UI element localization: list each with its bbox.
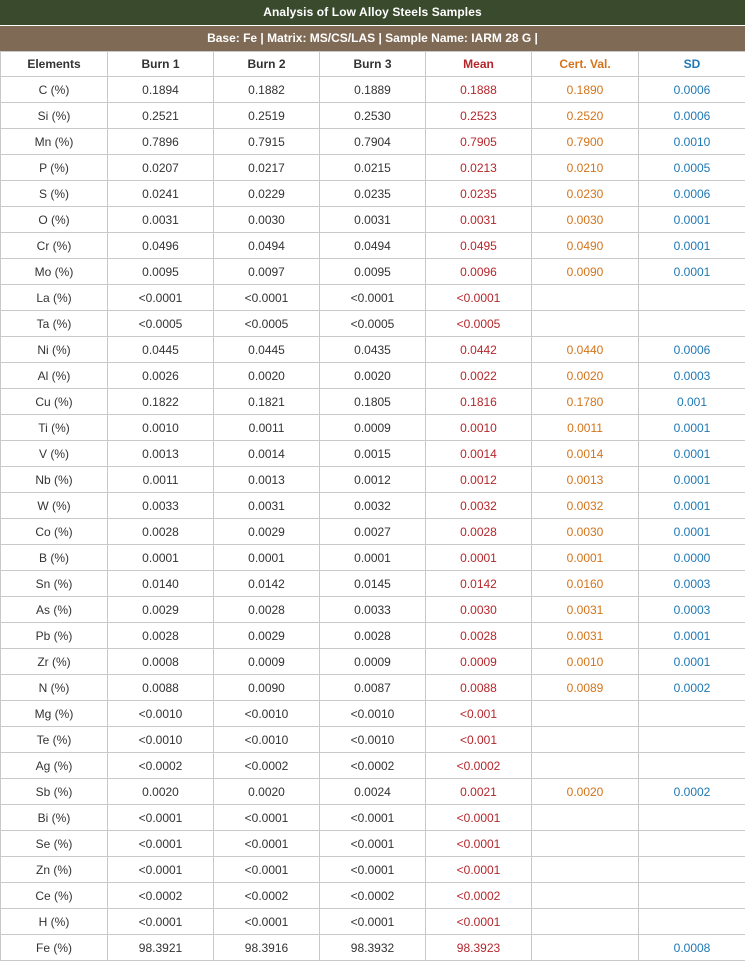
cell-sd (639, 727, 745, 753)
cell-burn-3: 0.0095 (320, 259, 426, 285)
cell-burn-3: 0.0009 (320, 649, 426, 675)
cell-cert-val: 0.0020 (532, 363, 639, 389)
table-row (1, 129, 745, 155)
cell-cert-val: 0.0440 (532, 337, 639, 363)
cell-cert-val: 0.0030 (532, 519, 639, 545)
cell-burn-1: <0.0005 (108, 311, 214, 337)
table-row (1, 571, 745, 597)
cell-burn-3: <0.0001 (320, 857, 426, 883)
cell-mean: 0.0022 (426, 363, 532, 389)
cell-sd (639, 857, 745, 883)
cell-mean: 0.0031 (426, 207, 532, 233)
cell-sd (639, 701, 745, 727)
cell-sd: 0.0001 (639, 233, 745, 259)
cell-burn-1: <0.0001 (108, 285, 214, 311)
cell-element: Si (%) (1, 103, 108, 129)
cell-burn-1: <0.0001 (108, 909, 214, 935)
cell-sd: 0.001 (639, 389, 745, 415)
cell-sd: 0.0001 (639, 623, 745, 649)
table-header (1, 52, 745, 77)
cell-cert-val: 0.0010 (532, 649, 639, 675)
cell-burn-1: 0.0031 (108, 207, 214, 233)
cell-element: Ni (%) (1, 337, 108, 363)
cell-burn-2: 0.0090 (214, 675, 320, 701)
cell-mean: 0.0495 (426, 233, 532, 259)
cell-burn-3: <0.0001 (320, 831, 426, 857)
cell-sd (639, 285, 745, 311)
cell-element: Al (%) (1, 363, 108, 389)
cell-cert-val: 0.0001 (532, 545, 639, 571)
cell-cert-val: 0.1890 (532, 77, 639, 103)
cell-burn-1: <0.0001 (108, 805, 214, 831)
cell-burn-1: 0.7896 (108, 129, 214, 155)
cell-burn-2: <0.0010 (214, 727, 320, 753)
cell-burn-1: <0.0001 (108, 831, 214, 857)
cell-burn-2: <0.0001 (214, 831, 320, 857)
cell-sd: 0.0001 (639, 415, 745, 441)
cell-burn-2: 0.0142 (214, 571, 320, 597)
cell-cert-val: 0.0031 (532, 623, 639, 649)
cell-cert-val: 0.2520 (532, 103, 639, 129)
cell-mean: 0.0009 (426, 649, 532, 675)
cell-burn-3: <0.0001 (320, 285, 426, 311)
cell-sd: 0.0003 (639, 597, 745, 623)
cell-element: Cr (%) (1, 233, 108, 259)
cell-mean: <0.0001 (426, 805, 532, 831)
cell-burn-1: 0.0095 (108, 259, 214, 285)
cell-mean: <0.0001 (426, 909, 532, 935)
cell-sd: 0.0001 (639, 441, 745, 467)
cell-cert-val (532, 753, 639, 779)
cell-burn-2: 0.0028 (214, 597, 320, 623)
cell-mean: 0.1816 (426, 389, 532, 415)
cell-sd: 0.0003 (639, 571, 745, 597)
cell-mean: 0.0028 (426, 519, 532, 545)
cell-sd: 0.0006 (639, 181, 745, 207)
cell-cert-val: 0.0090 (532, 259, 639, 285)
cell-element: La (%) (1, 285, 108, 311)
table-row (1, 519, 745, 545)
cell-burn-2: 0.1882 (214, 77, 320, 103)
cell-cert-val (532, 857, 639, 883)
cell-sd: 0.0001 (639, 467, 745, 493)
cell-mean: 0.0442 (426, 337, 532, 363)
cell-burn-1: 0.0020 (108, 779, 214, 805)
cell-sd: 0.0003 (639, 363, 745, 389)
cell-burn-1: 0.0207 (108, 155, 214, 181)
cell-sd (639, 831, 745, 857)
cell-mean: 0.0213 (426, 155, 532, 181)
table-row (1, 753, 745, 779)
cell-burn-2: 0.0029 (214, 519, 320, 545)
header-sd: SD (639, 52, 745, 77)
cell-burn-3: 0.0024 (320, 779, 426, 805)
cell-burn-1: <0.0010 (108, 701, 214, 727)
cell-burn-2: 0.0014 (214, 441, 320, 467)
header-cert-val: Cert. Val. (532, 52, 639, 77)
cell-burn-3: 0.0020 (320, 363, 426, 389)
cell-sd: 0.0001 (639, 649, 745, 675)
cell-burn-1: 0.0011 (108, 467, 214, 493)
cell-burn-3: 0.1889 (320, 77, 426, 103)
cell-element: W (%) (1, 493, 108, 519)
cell-burn-3: 0.0015 (320, 441, 426, 467)
cell-burn-3: 0.2530 (320, 103, 426, 129)
cell-burn-2: 98.3916 (214, 935, 320, 961)
cell-sd (639, 909, 745, 935)
table-row (1, 103, 745, 129)
cell-burn-2: 0.0001 (214, 545, 320, 571)
cell-mean: 0.0096 (426, 259, 532, 285)
cell-cert-val: 0.0089 (532, 675, 639, 701)
cell-sd: 0.0001 (639, 259, 745, 285)
cell-burn-1: 0.0008 (108, 649, 214, 675)
cell-burn-3: 0.0435 (320, 337, 426, 363)
cell-element: Ce (%) (1, 883, 108, 909)
cell-element: Fe (%) (1, 935, 108, 961)
cell-burn-3: 0.0032 (320, 493, 426, 519)
cell-element: V (%) (1, 441, 108, 467)
cell-sd: 0.0008 (639, 935, 745, 961)
table-title: Analysis of Low Alloy Steels Samples (0, 0, 745, 25)
cell-element: O (%) (1, 207, 108, 233)
cell-sd: 0.0005 (639, 155, 745, 181)
cell-cert-val (532, 285, 639, 311)
cell-sd: 0.0001 (639, 493, 745, 519)
cell-mean: 98.3923 (426, 935, 532, 961)
table-row (1, 337, 745, 363)
cell-burn-3: 0.0033 (320, 597, 426, 623)
cell-burn-3: <0.0001 (320, 805, 426, 831)
cell-mean: 0.0235 (426, 181, 532, 207)
cell-element: Zr (%) (1, 649, 108, 675)
cell-burn-1: 0.0445 (108, 337, 214, 363)
cell-mean: 0.7905 (426, 129, 532, 155)
cell-burn-3: <0.0005 (320, 311, 426, 337)
cell-mean: <0.001 (426, 727, 532, 753)
cell-burn-1: <0.0002 (108, 753, 214, 779)
cell-burn-2: 0.0031 (214, 493, 320, 519)
cell-cert-val: 0.0032 (532, 493, 639, 519)
cell-sd: 0.0002 (639, 779, 745, 805)
cell-burn-2: 0.0445 (214, 337, 320, 363)
cell-burn-1: <0.0001 (108, 857, 214, 883)
cell-mean: 0.0014 (426, 441, 532, 467)
table-row (1, 701, 745, 727)
cell-burn-2: <0.0002 (214, 753, 320, 779)
table-row (1, 727, 745, 753)
cell-burn-1: 0.1894 (108, 77, 214, 103)
cell-burn-3: 0.0494 (320, 233, 426, 259)
table-row (1, 545, 745, 571)
cell-cert-val (532, 883, 639, 909)
table-row (1, 155, 745, 181)
cell-burn-3: <0.0002 (320, 753, 426, 779)
cell-burn-1: 0.0028 (108, 519, 214, 545)
table-row (1, 805, 745, 831)
cell-sd: 0.0001 (639, 519, 745, 545)
cell-burn-2: <0.0001 (214, 285, 320, 311)
cell-burn-3: 0.1805 (320, 389, 426, 415)
header-burn-2: Burn 2 (214, 52, 320, 77)
cell-mean: <0.0002 (426, 883, 532, 909)
cell-element: Ag (%) (1, 753, 108, 779)
cell-cert-val: 0.0020 (532, 779, 639, 805)
cell-burn-1: 0.0026 (108, 363, 214, 389)
table-subtitle: Base: Fe | Matrix: MS/CS/LAS | Sample Name: IARM 28 G | (0, 25, 745, 51)
cell-burn-3: 0.7904 (320, 129, 426, 155)
cell-cert-val (532, 935, 639, 961)
header-row (1, 52, 745, 77)
cell-cert-val (532, 831, 639, 857)
cell-burn-3: 0.0031 (320, 207, 426, 233)
cell-cert-val (532, 805, 639, 831)
cell-mean: 0.0001 (426, 545, 532, 571)
table-row (1, 935, 745, 961)
cell-burn-2: 0.0030 (214, 207, 320, 233)
cell-cert-val: 0.7900 (532, 129, 639, 155)
cell-burn-1: 0.0241 (108, 181, 214, 207)
cell-element: As (%) (1, 597, 108, 623)
table-row (1, 311, 745, 337)
cell-burn-3: <0.0001 (320, 909, 426, 935)
cell-element: Se (%) (1, 831, 108, 857)
cell-burn-1: 0.0001 (108, 545, 214, 571)
cell-mean: 0.0021 (426, 779, 532, 805)
cell-mean: 0.0028 (426, 623, 532, 649)
table-row (1, 623, 745, 649)
table-row (1, 415, 745, 441)
header-mean: Mean (426, 52, 532, 77)
cell-element: Mn (%) (1, 129, 108, 155)
cell-burn-1: <0.0002 (108, 883, 214, 909)
table-row (1, 883, 745, 909)
cell-sd: 0.0006 (639, 103, 745, 129)
cell-burn-3: <0.0010 (320, 701, 426, 727)
cell-cert-val: 0.0013 (532, 467, 639, 493)
table-row (1, 389, 745, 415)
table-row (1, 285, 745, 311)
cell-burn-2: 0.0013 (214, 467, 320, 493)
cell-burn-2: 0.0494 (214, 233, 320, 259)
cell-cert-val: 0.0160 (532, 571, 639, 597)
cell-burn-1: 0.0496 (108, 233, 214, 259)
cell-burn-1: 0.2521 (108, 103, 214, 129)
table-row (1, 233, 745, 259)
cell-burn-1: <0.0010 (108, 727, 214, 753)
cell-mean: <0.001 (426, 701, 532, 727)
cell-burn-2: 0.7915 (214, 129, 320, 155)
cell-element: Sn (%) (1, 571, 108, 597)
table-row (1, 207, 745, 233)
table-row (1, 363, 745, 389)
cell-burn-1: 0.1822 (108, 389, 214, 415)
cell-burn-3: 0.0028 (320, 623, 426, 649)
table-row (1, 77, 745, 103)
cell-element: Mo (%) (1, 259, 108, 285)
cell-element: Ta (%) (1, 311, 108, 337)
cell-mean: 0.0142 (426, 571, 532, 597)
cell-mean: 0.1888 (426, 77, 532, 103)
cell-cert-val: 0.0210 (532, 155, 639, 181)
cell-cert-val: 0.0011 (532, 415, 639, 441)
cell-cert-val (532, 727, 639, 753)
cell-burn-2: 0.0229 (214, 181, 320, 207)
cell-burn-1: 0.0033 (108, 493, 214, 519)
cell-mean: 0.0010 (426, 415, 532, 441)
cell-sd: 0.0000 (639, 545, 745, 571)
cell-sd (639, 753, 745, 779)
cell-element: Ti (%) (1, 415, 108, 441)
cell-cert-val: 0.0230 (532, 181, 639, 207)
cell-burn-3: 0.0087 (320, 675, 426, 701)
cell-sd (639, 883, 745, 909)
table-row (1, 441, 745, 467)
cell-burn-3: 0.0012 (320, 467, 426, 493)
table-row (1, 467, 745, 493)
cell-burn-2: 0.0217 (214, 155, 320, 181)
cell-sd: 0.0006 (639, 337, 745, 363)
cell-burn-1: 0.0010 (108, 415, 214, 441)
cell-burn-3: 0.0027 (320, 519, 426, 545)
table-row (1, 493, 745, 519)
cell-burn-2: <0.0001 (214, 857, 320, 883)
cell-burn-2: 0.0097 (214, 259, 320, 285)
cell-element: Zn (%) (1, 857, 108, 883)
cell-element: Cu (%) (1, 389, 108, 415)
cell-burn-2: 0.0011 (214, 415, 320, 441)
cell-element: Te (%) (1, 727, 108, 753)
table-row (1, 649, 745, 675)
table-row (1, 675, 745, 701)
cell-element: Mg (%) (1, 701, 108, 727)
cell-mean: <0.0001 (426, 831, 532, 857)
cell-burn-3: 0.0235 (320, 181, 426, 207)
cell-burn-3: 98.3932 (320, 935, 426, 961)
cell-burn-1: 0.0013 (108, 441, 214, 467)
cell-burn-2: 0.1821 (214, 389, 320, 415)
header-burn-3: Burn 3 (320, 52, 426, 77)
table-body (1, 77, 745, 961)
cell-burn-1: 0.0140 (108, 571, 214, 597)
cell-element: Co (%) (1, 519, 108, 545)
cell-burn-2: <0.0005 (214, 311, 320, 337)
cell-mean: 0.0030 (426, 597, 532, 623)
cell-sd: 0.0006 (639, 77, 745, 103)
cell-cert-val: 0.0490 (532, 233, 639, 259)
table-row (1, 909, 745, 935)
cell-burn-3: 0.0009 (320, 415, 426, 441)
cell-burn-3: <0.0002 (320, 883, 426, 909)
cell-mean: 0.0088 (426, 675, 532, 701)
cell-sd (639, 311, 745, 337)
cell-burn-2: 0.0020 (214, 363, 320, 389)
cell-mean: <0.0001 (426, 285, 532, 311)
cell-element: Sb (%) (1, 779, 108, 805)
header-elements: Elements (1, 52, 108, 77)
cell-sd (639, 805, 745, 831)
cell-burn-2: <0.0010 (214, 701, 320, 727)
cell-sd: 0.0010 (639, 129, 745, 155)
cell-mean: 0.0032 (426, 493, 532, 519)
cell-burn-2: 0.0009 (214, 649, 320, 675)
cell-burn-3: 0.0145 (320, 571, 426, 597)
cell-cert-val (532, 701, 639, 727)
cell-burn-2: 0.0020 (214, 779, 320, 805)
cell-element: Nb (%) (1, 467, 108, 493)
cell-burn-3: 0.0001 (320, 545, 426, 571)
table-row (1, 779, 745, 805)
cell-cert-val (532, 311, 639, 337)
cell-element: Pb (%) (1, 623, 108, 649)
table-row (1, 259, 745, 285)
cell-burn-2: <0.0001 (214, 805, 320, 831)
cell-burn-1: 0.0088 (108, 675, 214, 701)
cell-mean: <0.0002 (426, 753, 532, 779)
cell-mean: <0.0005 (426, 311, 532, 337)
cell-element: H (%) (1, 909, 108, 935)
table-row (1, 831, 745, 857)
cell-cert-val (532, 909, 639, 935)
cell-element: B (%) (1, 545, 108, 571)
cell-cert-val: 0.0014 (532, 441, 639, 467)
cell-mean: 0.0012 (426, 467, 532, 493)
cell-element: C (%) (1, 77, 108, 103)
table-row (1, 181, 745, 207)
cell-mean: <0.0001 (426, 857, 532, 883)
cell-burn-2: 0.0029 (214, 623, 320, 649)
cell-burn-1: 0.0029 (108, 597, 214, 623)
cell-burn-3: 0.0215 (320, 155, 426, 181)
cell-burn-2: 0.2519 (214, 103, 320, 129)
table-row (1, 597, 745, 623)
cell-element: N (%) (1, 675, 108, 701)
cell-burn-1: 0.0028 (108, 623, 214, 649)
cell-cert-val: 0.1780 (532, 389, 639, 415)
cell-element: P (%) (1, 155, 108, 181)
cell-element: S (%) (1, 181, 108, 207)
cell-sd: 0.0001 (639, 207, 745, 233)
cell-sd: 0.0002 (639, 675, 745, 701)
cell-element: Bi (%) (1, 805, 108, 831)
cell-cert-val: 0.0031 (532, 597, 639, 623)
cell-burn-2: <0.0001 (214, 909, 320, 935)
header-burn-1: Burn 1 (108, 52, 214, 77)
cell-mean: 0.2523 (426, 103, 532, 129)
analysis-table (0, 51, 745, 961)
cell-burn-3: <0.0010 (320, 727, 426, 753)
cell-cert-val: 0.0030 (532, 207, 639, 233)
cell-burn-2: <0.0002 (214, 883, 320, 909)
cell-burn-1: 98.3921 (108, 935, 214, 961)
table-row (1, 857, 745, 883)
